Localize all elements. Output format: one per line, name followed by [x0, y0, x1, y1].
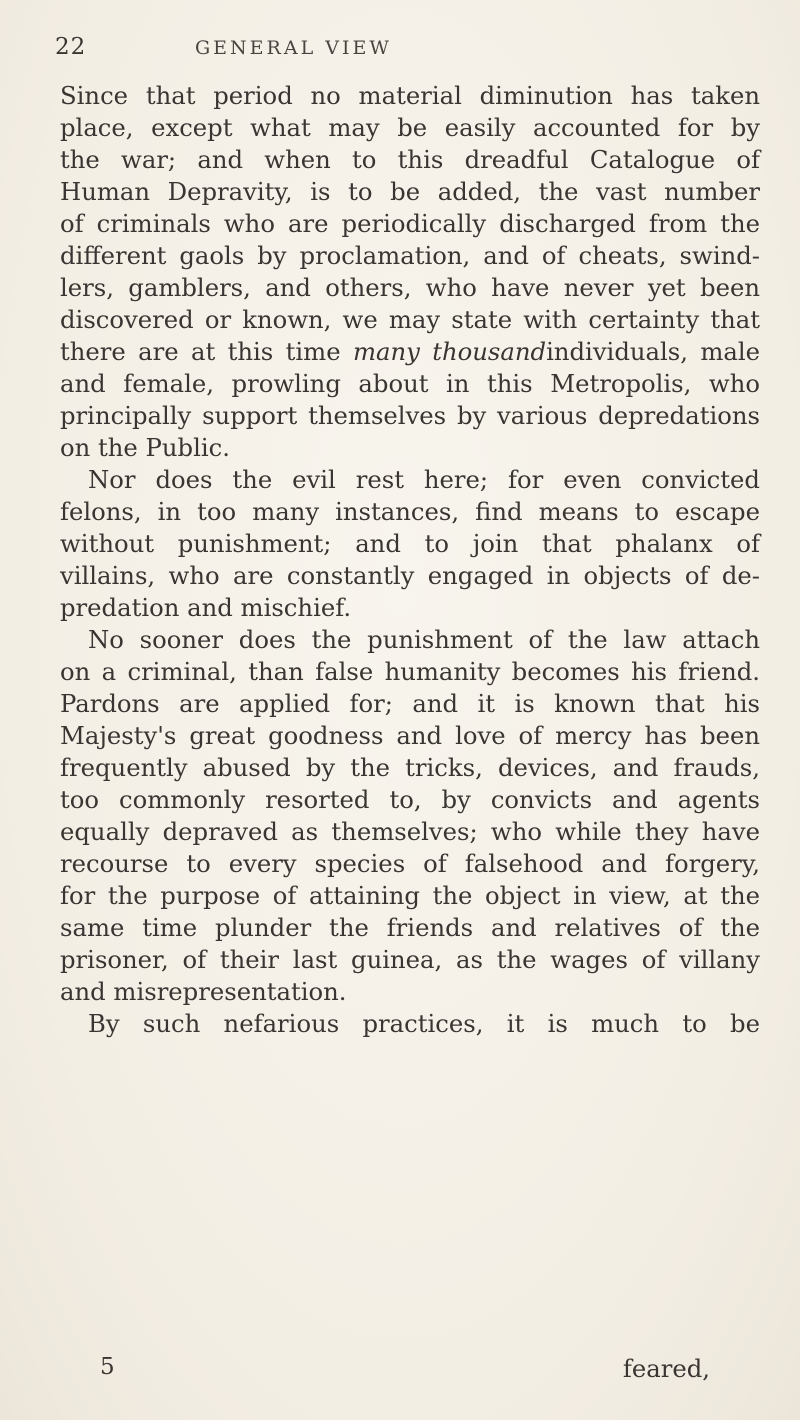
- text-line: without punishment; and to join that phalanx of: [60, 529, 760, 558]
- text-line: different gaols by proclamation, and of cheats, swind-: [60, 241, 760, 270]
- text-line: principally support themselves by various depredations: [60, 401, 760, 430]
- text-line: place, except what may be easily accounted for by: [60, 113, 760, 142]
- text-run: there are at this time: [60, 337, 353, 366]
- page-footer: [100, 1354, 710, 1390]
- text-line: and female, prowling about in this Metropolis, who: [60, 369, 760, 398]
- page-number: 22: [55, 34, 87, 60]
- paragraph-start: By such nefarious practices, it is much to be: [88, 1009, 760, 1038]
- text-line: of criminals who are periodically discharged from the: [60, 209, 760, 238]
- text-line: felons, in too many instances, find means to escape: [60, 497, 760, 526]
- text-line: the war; and when to this dreadful Catalogue of: [60, 145, 760, 174]
- text-line: and misrepresentation.: [60, 977, 347, 1006]
- text-line: on the Public.: [60, 433, 230, 462]
- paragraph-start: Nor does the evil rest here; for even convicted: [88, 465, 760, 494]
- paragraph-start: No sooner does the punishment of the law attach: [88, 625, 760, 654]
- text-line: same time plunder the friends and relatives of the: [60, 913, 760, 942]
- text-line: [60, 336, 760, 368]
- text-line: recourse to every species of falsehood and forgery,: [60, 849, 760, 878]
- text-line: prisoner, of their last guinea, as the wages of villany: [60, 945, 760, 974]
- text-line: Since that period no material diminution has taken: [60, 81, 760, 110]
- text-run: individuals, male: [546, 337, 761, 366]
- text-line: Majesty's great goodness and love of mercy has been: [60, 721, 760, 750]
- page-header: [55, 34, 745, 70]
- running-head: GENERAL VIEW: [195, 37, 392, 59]
- text-line: Pardons are applied for; and it is known that his: [60, 689, 760, 718]
- text-line: on a criminal, than false humanity becomes his friend.: [60, 657, 760, 686]
- signature-mark: 5: [100, 1354, 115, 1380]
- text-line: too commonly resorted to, by convicts and agents: [60, 785, 760, 814]
- text-line: for the purpose of attaining the object in view, at the: [60, 881, 760, 910]
- text-line: predation and mischief.: [60, 593, 352, 622]
- text-line: frequently abused by the tricks, devices, and frauds,: [60, 753, 760, 782]
- text-line: equally depraved as themselves; who while they have: [60, 817, 760, 846]
- emphasis-text: many thousand: [352, 337, 547, 366]
- text-line: discovered or known, we may state with certainty that: [60, 305, 760, 334]
- text-line: Human Depravity, is to be added, the vast number: [60, 177, 760, 206]
- text-line: lers, gamblers, and others, who have never yet been: [60, 273, 760, 302]
- catchword: feared,: [622, 1354, 710, 1383]
- text-line: villains, who are constantly engaged in objects of de-: [60, 561, 760, 590]
